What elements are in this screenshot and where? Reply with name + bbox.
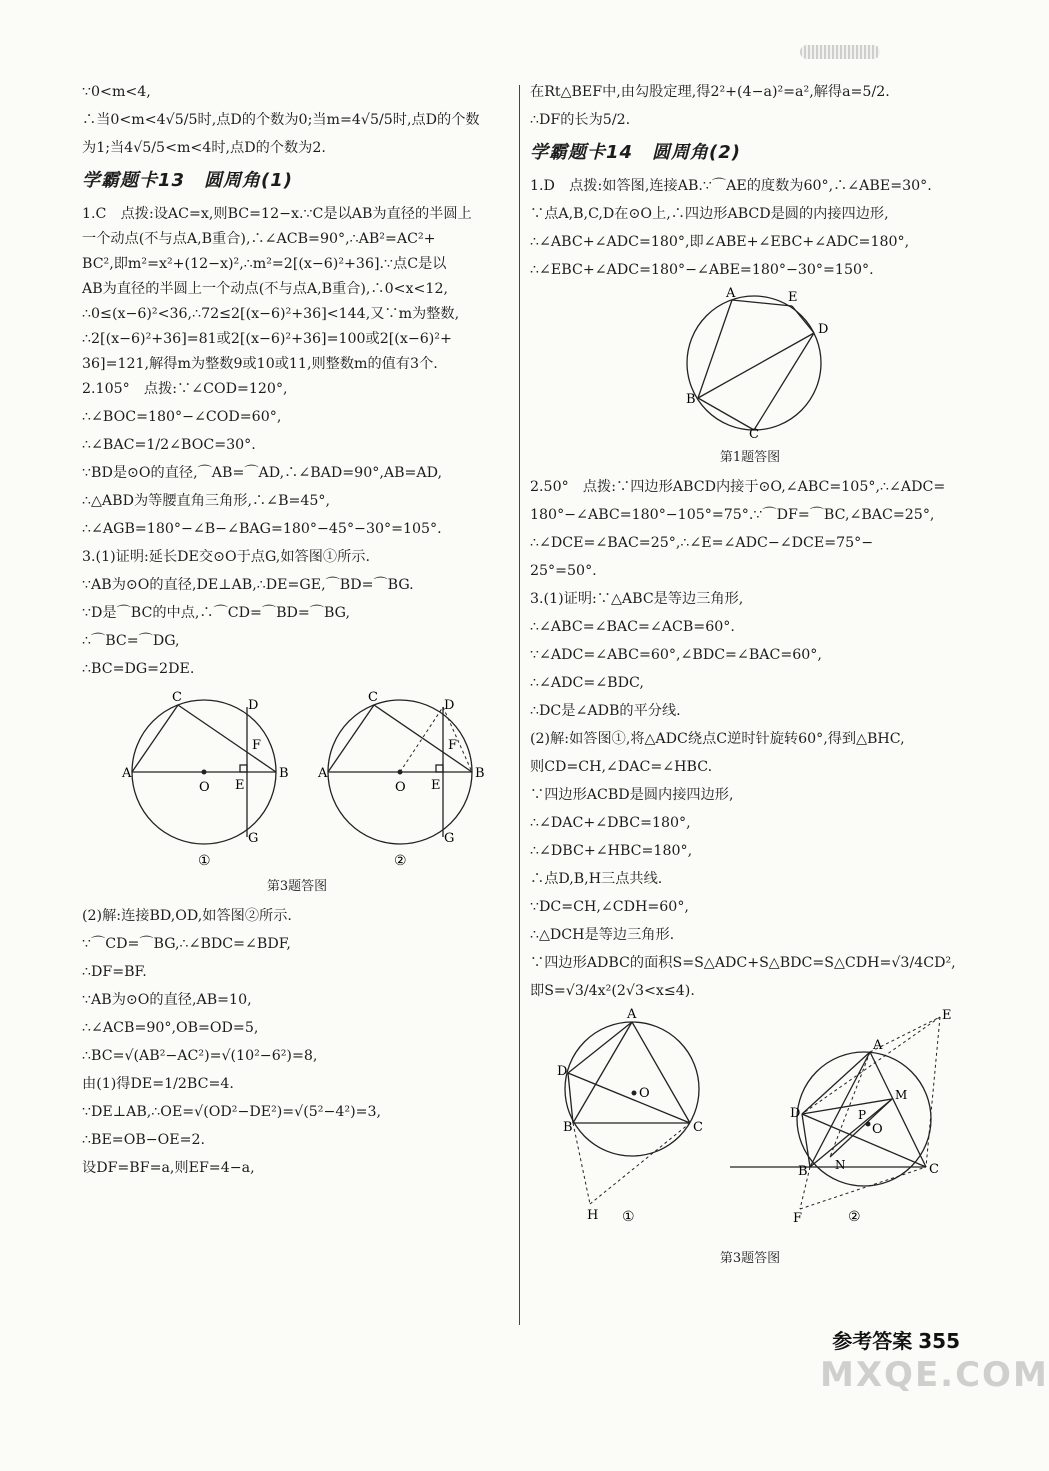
text-line: ∴DF的长为5/2. bbox=[530, 112, 631, 128]
page-number: 355 bbox=[918, 1329, 960, 1353]
text-line: 一个动点(不与点A,B重合),∴∠ACB=90°,∴AB²=AC²+ bbox=[82, 231, 436, 247]
label-a: A bbox=[873, 1038, 883, 1053]
text-line: ∵AB为⊙O的直径,DE⊥AB,∴DE=GE,⌒BD=⌒BG. bbox=[82, 577, 414, 593]
label-a: A bbox=[627, 1007, 637, 1022]
label-b: B bbox=[475, 766, 485, 781]
text-line: (2)解:连接BD,OD,如答图②所示. bbox=[82, 908, 292, 924]
text-line: ∴∠ABC+∠ADC=180°,即∠ABE+∠EBC+∠ADC=180°, bbox=[530, 234, 910, 250]
text-line: ∴0≤(x−6)²<36,∴72≤2[(x−6)²+36]<144,又∵m为整数, bbox=[82, 306, 460, 322]
label-b: B bbox=[686, 392, 696, 407]
label-c: C bbox=[929, 1162, 939, 1177]
text-line: ∵∠ADC=∠ABC=60°,∠BDC=∠BAC=60°, bbox=[530, 647, 822, 663]
text-line: ∴2[(x−6)²+36]=81或2[(x−6)²+36]=100或2[(x−6)²+ bbox=[82, 331, 452, 347]
text-line: ∴BC=DG=2DE. bbox=[82, 661, 195, 677]
page-footer bbox=[832, 1325, 960, 1354]
figure-caption: 第1题答图 bbox=[719, 450, 781, 465]
label-d: D bbox=[557, 1064, 568, 1079]
text-line: ∴∠BOC=180°−∠COD=60°, bbox=[82, 409, 282, 425]
left-column bbox=[82, 82, 512, 1186]
label-c: C bbox=[368, 690, 378, 705]
label-e: E bbox=[431, 778, 441, 793]
text-line: ∴∠DBC+∠HBC=180°, bbox=[530, 843, 693, 859]
section-title-13: 学霸题卡13 圆周角(1) bbox=[82, 170, 294, 191]
figure-number-1: ① bbox=[198, 853, 211, 869]
text-line: ∴∠DAC+∠DBC=180°, bbox=[530, 815, 691, 831]
label-o: O bbox=[395, 780, 406, 795]
text-line: 1.C 点拨:设AC=x,则BC=12−x.∵C是以AB为直径的半圆上 bbox=[82, 206, 472, 222]
label-a: A bbox=[122, 766, 132, 781]
label-o: O bbox=[872, 1122, 883, 1137]
text-line: ∴DF=BF. bbox=[82, 964, 147, 980]
figure-number-2: ② bbox=[848, 1209, 861, 1225]
text-line: ∴∠AGB=180°−∠B−∠BAG=180°−45°−30°=105°. bbox=[82, 521, 442, 537]
text-line: ∵AB为⊙O的直径,AB=10, bbox=[82, 992, 252, 1008]
text-line: ∴BC=√(AB²−AC²)=√(10²−6²)=8, bbox=[82, 1048, 318, 1064]
text-line: 由(1)得DE=1/2BC=4. bbox=[82, 1076, 234, 1092]
label-h: H bbox=[587, 1208, 599, 1223]
text-line: 2.105° 点拨:∵∠COD=120°, bbox=[82, 381, 288, 397]
text-line: 则CD=CH,∠DAC=∠HBC. bbox=[530, 759, 713, 775]
text-line: BC²,即m²=x²+(12−x)²,∴m²=2[(x−6)²+36].∵点C是以 bbox=[82, 256, 447, 272]
label-c: C bbox=[172, 690, 182, 705]
text-line: 180°−∠ABC=180°−105°=75°.∵⌒DF=⌒BC,∠BAC=25°, bbox=[530, 507, 935, 523]
figure-caption: 第3题答图 bbox=[266, 879, 328, 894]
label-d: D bbox=[818, 322, 829, 337]
footer-label: 参考答案 bbox=[832, 1329, 913, 1353]
label-f: F bbox=[793, 1211, 803, 1226]
text-line: ∵四边形ACBD是圆内接四边形, bbox=[530, 787, 734, 803]
text-line: 为1;当4√5/5<m<4时,点D的个数为2. bbox=[82, 140, 326, 156]
header-decoration bbox=[800, 45, 880, 59]
text-line: ∴∠BAC=1/2∠BOC=30°. bbox=[82, 437, 256, 453]
label-o: O bbox=[639, 1086, 650, 1101]
label-d: D bbox=[790, 1106, 801, 1121]
text-line: 在Rt△BEF中,由勾股定理,得2²+(4−a)²=a²,解得a=5/2. bbox=[530, 84, 890, 100]
text-line: ∴DC是∠ADB的平分线. bbox=[530, 703, 681, 719]
label-a: A bbox=[318, 766, 328, 781]
text-line: 1.D 点拨:如答图,连接AB.∵⌒AE的度数为60°,∴∠ABE=30°. bbox=[530, 178, 932, 194]
label-e: E bbox=[788, 290, 798, 305]
text-line: ∴点D,B,H三点共线. bbox=[530, 871, 663, 887]
label-f: F bbox=[448, 738, 458, 753]
label-c: C bbox=[693, 1120, 703, 1135]
text-line: ∴∠ADC=∠BDC, bbox=[530, 675, 644, 691]
text-line: ∵DE⊥AB,∴OE=√(OD²−DE²)=√(5²−4²)=3, bbox=[82, 1104, 382, 1120]
label-g: G bbox=[248, 831, 259, 846]
text-line: ∴当0<m<4√5/5时,点D的个数为0;当m=4√5/5时,点D的个数 bbox=[82, 112, 480, 128]
text-line: 3.(1)证明:延长DE交⊙O于点G,如答图①所示. bbox=[82, 549, 370, 565]
text-line: ∴∠EBC+∠ADC=180°−∠ABE=180°−30°=150°. bbox=[530, 262, 874, 278]
circle-diagram-pair bbox=[82, 687, 502, 867]
label-n: N bbox=[835, 1158, 846, 1172]
label-c: C bbox=[749, 427, 759, 442]
label-d: D bbox=[444, 698, 455, 713]
label-e: E bbox=[942, 1008, 952, 1023]
column-divider bbox=[519, 85, 520, 1325]
text-line: ∵点A,B,C,D在⊙O上,∴四边形ABCD是圆的内接四边形, bbox=[530, 206, 889, 222]
text-line: ∴BE=OB−OE=2. bbox=[82, 1132, 206, 1148]
label-b: B bbox=[563, 1120, 573, 1135]
text-line: 2.50° 点拨:∵四边形ABCD内接于⊙O,∠ABC=105°,∴∠ADC= bbox=[530, 479, 946, 495]
figure-q3-left bbox=[82, 687, 512, 894]
text-line: ∴⌒BC=⌒DG, bbox=[82, 633, 180, 649]
text-line: AB为直径的半圆上一个动点(不与点A,B重合),∴0<x<12, bbox=[82, 281, 448, 297]
text-line: ∵四边形ADBC的面积S=S△ADC+S△BDC=S△CDH=√3/4CD², bbox=[530, 955, 956, 971]
text-line: ∵BD是⊙O的直径,⌒AB=⌒AD,∴∠BAD=90°,AB=AD, bbox=[82, 465, 443, 481]
watermark-logo: MXQE.COM bbox=[820, 1355, 1049, 1395]
text-line: ∴∠ABC=∠BAC=∠ACB=60°. bbox=[530, 619, 735, 635]
label-e: E bbox=[235, 778, 245, 793]
text-line: 即S=√3/4x²(2√3<x≤4). bbox=[530, 983, 695, 999]
figure-q3-right bbox=[530, 1009, 970, 1266]
text-line: ∴△DCH是等边三角形. bbox=[530, 927, 675, 943]
text-line: ∴∠ACB=90°,OB=OD=5, bbox=[82, 1020, 259, 1036]
text-line: ∵D是⌒BC的中点,∴⌒CD=⌒BD=⌒BG, bbox=[82, 605, 350, 621]
text-line: ∵⌒CD=⌒BG,∴∠BDC=∠BDF, bbox=[82, 936, 291, 952]
text-line: 设DF=BF=a,则EF=4−a, bbox=[82, 1160, 255, 1176]
label-d: D bbox=[248, 698, 259, 713]
text-line: 25°=50°. bbox=[530, 563, 597, 579]
text-line: ∴∠DCE=∠BAC=25°,∴∠E=∠ADC−∠DCE=75°− bbox=[530, 535, 874, 551]
right-column bbox=[530, 82, 970, 1278]
section-title-14: 学霸题卡14 圆周角(2) bbox=[530, 142, 742, 163]
circle-diagram-abcde bbox=[530, 286, 970, 442]
figure-number-1: ① bbox=[622, 1209, 635, 1225]
label-m: M bbox=[895, 1088, 908, 1102]
label-g: G bbox=[444, 831, 455, 846]
label-o: O bbox=[199, 780, 210, 795]
text-line: (2)解:如答图①,将△ADC绕点C逆时针旋转60°,得到△BHC, bbox=[530, 731, 905, 747]
figure-q1-right bbox=[530, 288, 970, 465]
text-line: 3.(1)证明:∵△ABC是等边三角形, bbox=[530, 591, 744, 607]
label-f: F bbox=[252, 738, 262, 753]
circle-diagram-triangles bbox=[530, 1009, 970, 1239]
label-a: A bbox=[726, 286, 736, 301]
label-b: B bbox=[279, 766, 289, 781]
figure-number-2: ② bbox=[394, 853, 407, 869]
text-line: ∵DC=CH,∠CDH=60°, bbox=[530, 899, 689, 915]
figure-caption: 第3题答图 bbox=[719, 1251, 781, 1266]
label-p: P bbox=[858, 1108, 867, 1122]
label-b: B bbox=[798, 1164, 808, 1179]
text-line: ∵0<m<4, bbox=[82, 84, 151, 100]
text-line: 36]=121,解得m为整数9或10或11,则整数m的值有3个. bbox=[82, 356, 438, 372]
text-line: ∴△ABD为等腰直角三角形,∴∠B=45°, bbox=[82, 493, 331, 509]
